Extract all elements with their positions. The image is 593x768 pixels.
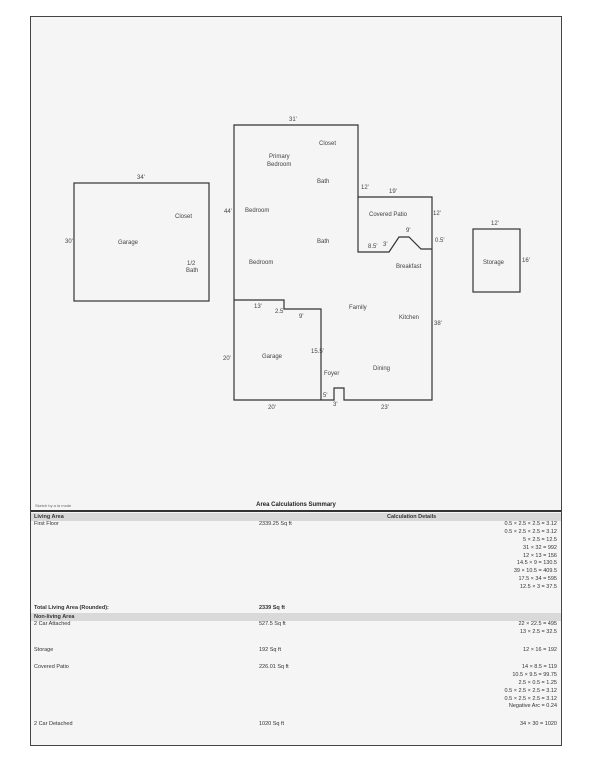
room-kitchen-label: Kitchen [399, 315, 420, 321]
dim-right-wall: 38' [434, 321, 442, 327]
room-closet1-label: Closet [175, 214, 193, 220]
room-bath3-label: Bath [317, 239, 330, 245]
room-breakfast-label: Breakfast [396, 264, 422, 270]
nonliving-row [31, 664, 561, 721]
room-bath2-label: Bath [317, 179, 330, 185]
room-primary1-label: Primary [269, 154, 290, 160]
calc-line: 0.5 × 2.5 × 2.5 = 3.12 [504, 528, 557, 535]
total-living-row [31, 605, 561, 613]
nonliving-row [31, 621, 561, 647]
dim-patio-left: 12' [361, 185, 369, 191]
dim-patio-small: 9' [406, 228, 411, 234]
first-floor-row [31, 521, 561, 605]
first-floor-area: 2339.25 Sq ft [259, 521, 292, 527]
nonliving-label: 2 Car Detached [34, 721, 73, 727]
calc-line: 12 × 13 = 156 [523, 552, 557, 559]
dim-foyer-a: 5' [323, 393, 328, 399]
calc-line: 22 × 22.5 = 495 [518, 621, 557, 627]
nonliving-area: 527.5 Sq ft [259, 621, 286, 627]
room-covered-patio-label: Covered Patio [369, 212, 408, 218]
calc-line: 0.5 × 2.5 × 2.5 = 3.12 [504, 687, 557, 694]
dim-patio-seg3: 3' [383, 242, 388, 248]
nonliving-row [31, 647, 561, 664]
room-primary2-label: Bedroom [267, 162, 292, 168]
summary-divider [31, 510, 561, 512]
dim-step1: 2.5' [275, 309, 285, 315]
dim-patio-top: 19' [389, 189, 397, 195]
dim-patio-seg2: 0.5' [435, 238, 445, 244]
room-garage-label: Garage [118, 240, 139, 246]
dim-main-top: 31' [289, 117, 297, 123]
living-area-heading: Living Area [34, 514, 64, 520]
calc-line: 12.5 × 3 = 37.5 [519, 584, 557, 591]
dim-garage-left: 30' [65, 239, 73, 245]
room-bath1-label: Bath [186, 268, 199, 274]
calc-line: 12 × 16 = 192 [523, 647, 557, 653]
calc-line: 17.5 × 34 = 595 [518, 576, 557, 583]
nonliving-calcs [437, 647, 557, 655]
room-garage2-label: Garage [262, 354, 283, 360]
nonliving-calcs [437, 664, 557, 711]
dim-storage-top: 12' [491, 221, 499, 227]
room-half-label: 1/2 [187, 261, 196, 267]
dim-storage-right: 16' [522, 258, 530, 264]
room-foyer-label: Foyer [324, 371, 340, 377]
detached-garage-outline [74, 183, 209, 301]
calc-line: 13 × 2.5 = 32.5 [519, 628, 557, 635]
room-bedroom1-label: Bedroom [245, 208, 270, 214]
nonliving-row [31, 721, 561, 731]
floor-plan [31, 17, 563, 501]
dim-patio-right: 12' [433, 211, 441, 217]
nonliving-area: 1020 Sq ft [259, 721, 285, 727]
calc-line: 14 × 8.5 = 119 [521, 664, 557, 670]
sketch-note: Sketch by a la mode [35, 503, 72, 508]
dim-inner: 15.5' [311, 349, 324, 355]
calc-line: 0.5 × 2.5 × 2.5 = 3.12 [504, 695, 557, 702]
nonliving-calcs [437, 621, 557, 637]
calc-line: 31 × 32 = 992 [523, 544, 557, 551]
calc-details-heading: Calculation Details [387, 514, 437, 520]
dim-step2: 9' [299, 314, 304, 320]
nonliving-label: Covered Patio [34, 664, 69, 670]
nonliving-calcs [437, 721, 557, 729]
calc-line: 39 × 10.5 = 409.5 [513, 568, 557, 575]
calc-line: 14.5 × 9 = 130.5 [516, 560, 557, 567]
nonliving-area: 192 Sq ft [259, 647, 282, 653]
dim-bottom-left: 20' [268, 405, 276, 411]
sketch-sheet [30, 16, 562, 746]
dim-patio-seg1: 8.5' [368, 244, 378, 250]
room-family-label: Family [349, 305, 367, 311]
total-living-label: Total Living Area (Rounded): [34, 605, 109, 611]
calc-line: 2.5 × 0.5 = 1.25 [518, 679, 557, 686]
room-bedroom2-label: Bedroom [249, 260, 274, 266]
dim-garage2-top: 13' [254, 304, 262, 310]
nonliving-area-heading: Non-living Area [34, 614, 75, 620]
dim-foyer-b: 3' [333, 402, 338, 408]
calc-line: 5 × 2.5 = 12.5 [523, 536, 557, 543]
room-closet2-label: Closet [319, 141, 337, 147]
calc-line: Negative Arc = 0.24 [508, 703, 557, 710]
room-storage-label: Storage [483, 260, 505, 266]
area-summary-table [31, 513, 561, 731]
total-living-value: 2339 Sq ft [259, 605, 285, 611]
calc-line: 34 × 30 = 1020 [519, 721, 557, 727]
nonliving-area-header [31, 613, 561, 621]
first-floor-calcs [437, 521, 557, 592]
nonliving-label: 2 Car Attached [34, 621, 71, 627]
living-area-header [31, 513, 561, 521]
room-dining-label: Dining [373, 366, 391, 372]
summary-title: Area Calculations Summary [256, 502, 336, 508]
calc-line: 0.5 × 2.5 × 2.5 = 3.12 [504, 521, 557, 527]
nonliving-label: Storage [34, 647, 54, 653]
dim-main-left: 44' [224, 209, 232, 215]
dim-bottom-right: 23' [381, 405, 389, 411]
dim-garage2-left: 20' [223, 356, 231, 362]
calc-line: 10.5 × 9.5 = 99.75 [512, 671, 557, 678]
attached-garage-outline [234, 300, 321, 400]
nonliving-area: 226.01 Sq ft [259, 664, 289, 670]
first-floor-label: First Floor [34, 521, 59, 527]
dim-garage-top: 34' [137, 175, 145, 181]
